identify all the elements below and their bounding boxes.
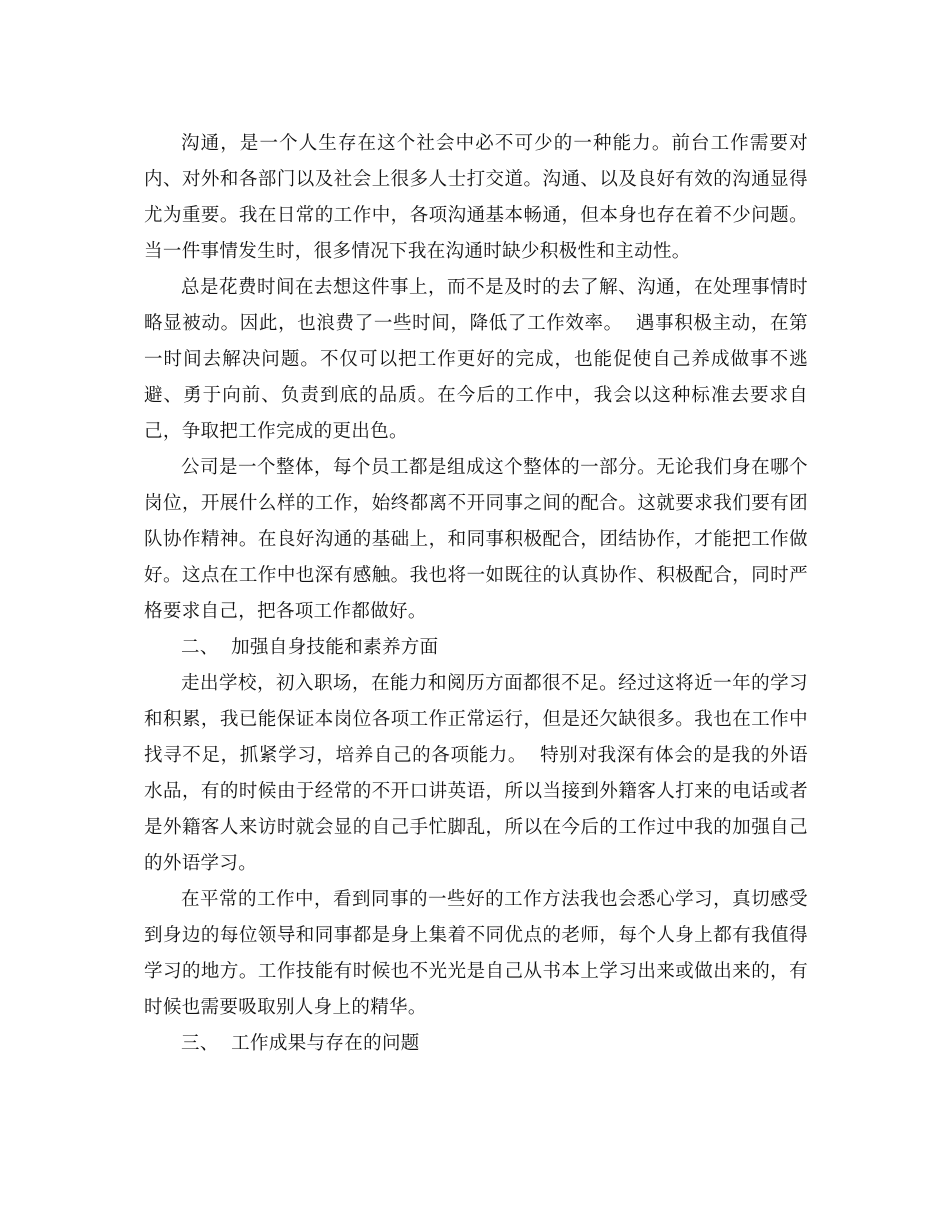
section-heading-skills: 二、 加强自身技能和素养方面 xyxy=(181,637,439,658)
document-body xyxy=(144,126,808,1062)
paragraph-colleagues: 在平常的工作中，看到同事的一些好的工作方法我也会悉心学习，真切感受到身边的每位领导和同事都是身上集着不同优点的老师，每个人身上都有我值得学习的地方。工作技能有时候也不光光是自己从书本上学习出来或做出来的，有时候也需要吸取别人身上的精华。 xyxy=(144,889,808,1018)
paragraph-communication: 沟通，是一个人生存在这个社会中必不可少的一种能力。前台工作需要对内、对外和各部门以及社会上很多人士打交道。沟通、以及良好有效的沟通显得尤为重要。我在日常的工作中，各项沟通基本畅通，但本身也存在着不少问题。当一件事情发生时，很多情况下我在沟通时缺少积极性和主动性。 xyxy=(144,133,808,262)
paragraph-proactive: 总是花费时间在去想这件事上，而不是及时的去了解、沟通，在处理事情时略显被动。因此，也浪费了一些时间，降低了工作效率。 遇事积极主动，在第一时间去解决问题。不仅可以把工作更好的完成，也能促使自己养成做事不逃避、勇于向前、负责到底的品质。在今后的工作中，我会以这种标准去要求自己，争取把工作完成的更出色。 xyxy=(144,277,808,442)
section-heading-results: 三、 工作成果与存在的问题 xyxy=(181,1033,420,1054)
paragraph-learning: 走出学校，初入职场，在能力和阅历方面都很不足。经过这将近一年的学习和积累，我已能保证本岗位各项工作正常运行，但是还欠缺很多。我也在工作中找寻不足，抓紧学习，培养自己的各项能力。 特别对我深有体会的是我的外语水品，有的时候由于经常的不开口讲英语，所以当接到外籍客人打来的电话或者是外籍客人来访时就会显的自己手忙脚乱，所以在今后的工作过中我的加强自己的外语学习。 xyxy=(144,673,808,874)
paragraph-teamwork: 公司是一个整体，每个员工都是组成这个整体的一部分。无论我们身在哪个岗位，开展什么样的工作，始终都离不开同事之间的配合。这就要求我们要有团队协作精神。在良好沟通的基础上，和同事积极配合，团结协作，才能把工作做好。这点在工作中也深有感触。我也将一如既往的认真协作、积极配合，同时严格要求自己，把各项工作都做好。 xyxy=(144,457,808,622)
